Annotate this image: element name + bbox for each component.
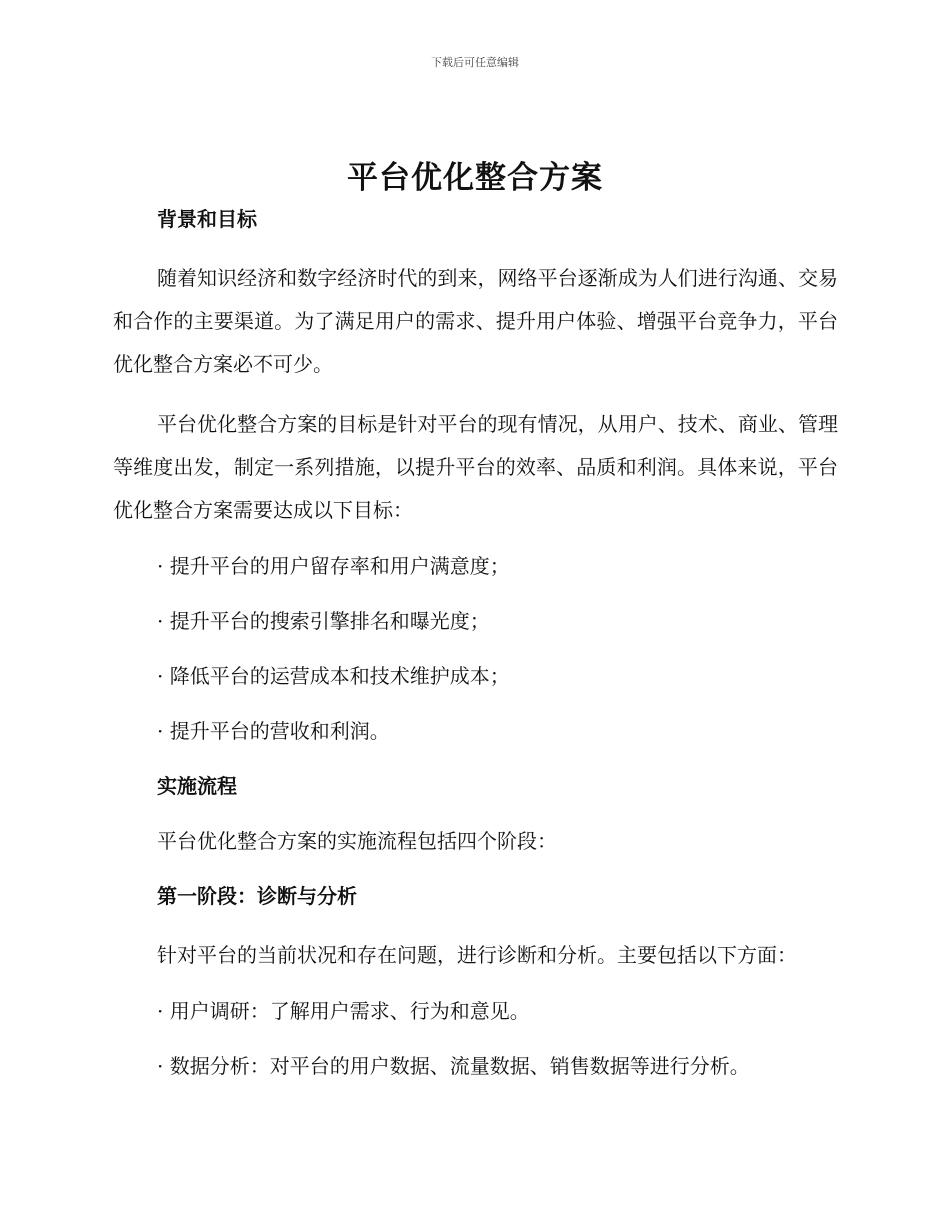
stage1-item: · 用户调研：了解用户需求、行为和意见。	[157, 999, 530, 1023]
paragraph-stage1: 针对平台的当前状况和存在问题，进行诊断和分析。主要包括以下方面：	[157, 943, 797, 967]
paragraph-background-1: 随着知识经济和数字经济时代的到来，网络平台逐渐成为人们进行沟通、交易和合作的主要渠道。为了满足用户的需求、提升用户体验、增强平台竞争力，平台优化整合方案必不可少。	[113, 266, 838, 376]
goal-item: · 降低平台的运营成本和技术维护成本；	[157, 664, 510, 688]
header-note: 下载后可任意编辑	[431, 56, 519, 69]
paragraph-background-2: 平台优化整合方案的目标是针对平台的现有情况，从用户、技术、商业、管理等维度出发，制定一系列措施，以提升平台的效率、品质和利润。具体来说，平台优化整合方案需要达成以下目标：	[113, 412, 838, 522]
paragraph-process-intro: 平台优化整合方案的实施流程包括四个阶段：	[157, 829, 557, 853]
section-heading-process: 实施流程	[157, 774, 237, 798]
section-heading-background: 背景和目标	[157, 207, 257, 231]
goal-item: · 提升平台的用户留存率和用户满意度；	[157, 554, 510, 578]
stage1-heading: 第一阶段：诊断与分析	[157, 884, 357, 908]
document-body	[113, 202, 838, 1083]
goal-item: · 提升平台的营收和利润。	[157, 719, 390, 743]
stage1-item: · 数据分析：对平台的用户数据、流量数据、销售数据等进行分析。	[157, 1054, 750, 1078]
document-title: 平台优化整合方案	[347, 160, 603, 196]
goal-item: · 提升平台的搜索引擎排名和曝光度；	[157, 609, 490, 633]
